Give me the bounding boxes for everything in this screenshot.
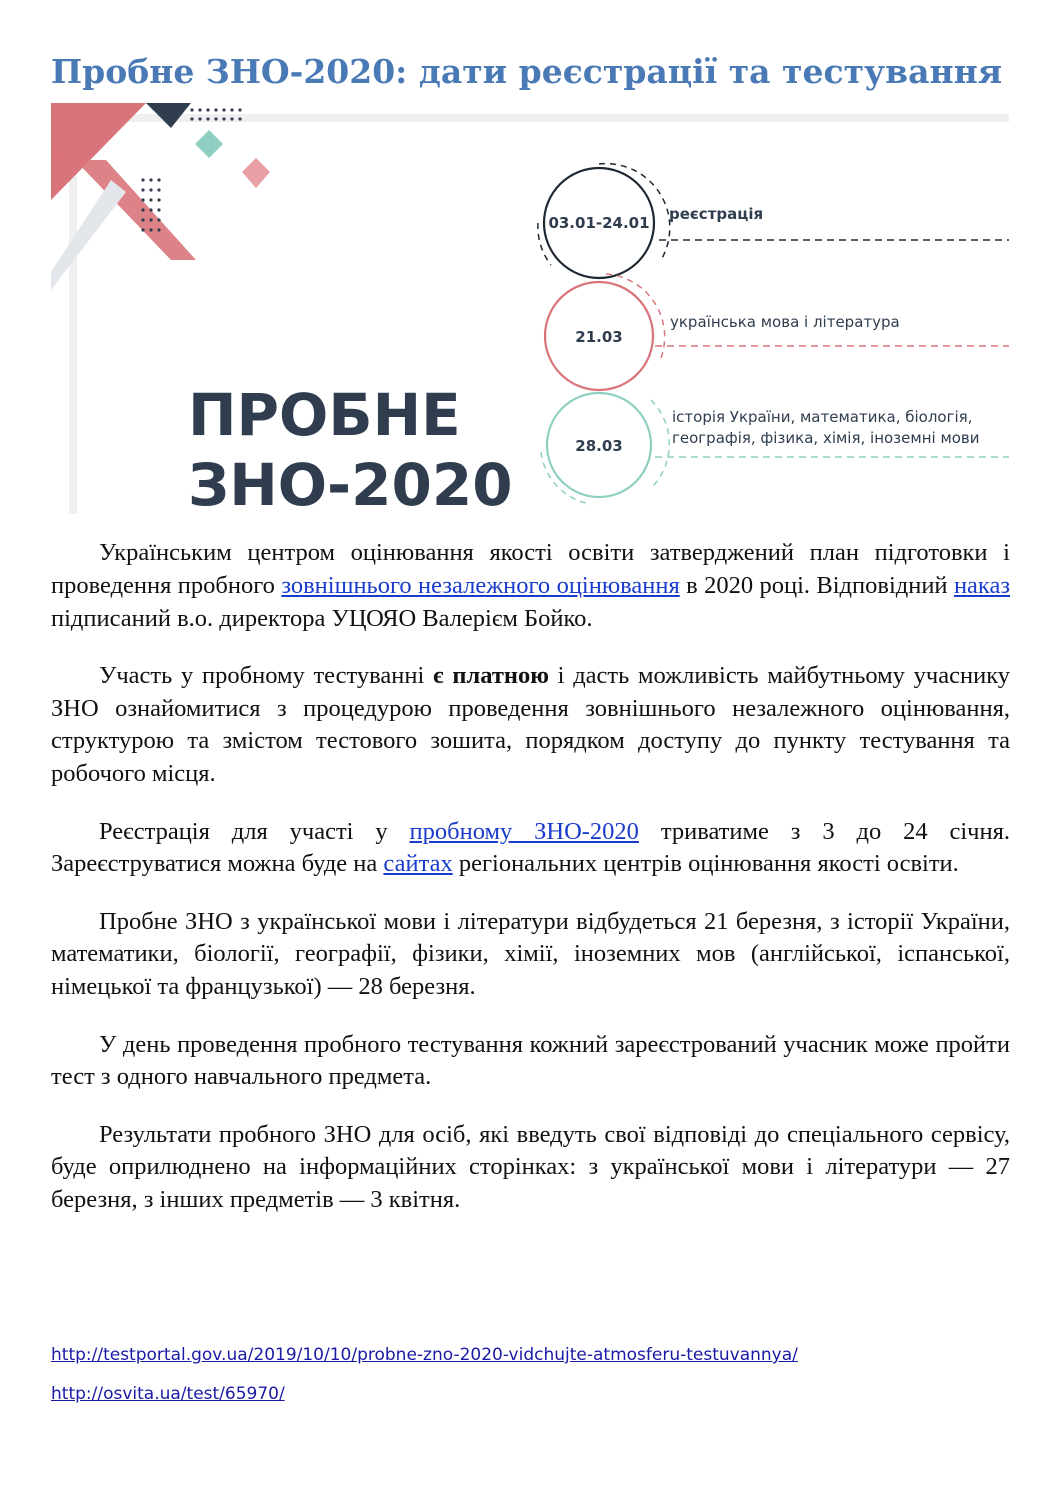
- paragraph-participation: [51, 660, 1010, 791]
- banner-top-shade: [69, 114, 1009, 122]
- other-subjects-label-line2: географія, фізика, хімія, іноземні мови: [672, 429, 980, 447]
- banner-title-line2: ЗНО-2020: [188, 451, 513, 519]
- source-link-osvita[interactable]: http://osvita.ua/test/65970/: [51, 1384, 285, 1404]
- banner-title-line1: ПРОБНЕ: [188, 381, 461, 449]
- zno-banner: [51, 100, 1011, 520]
- probne-zno-link[interactable]: пробному ЗНО-2020: [409, 817, 639, 845]
- zno-link[interactable]: зовнішнього незалежного оцінювання: [281, 571, 680, 599]
- other-subjects-label-line1: історія України, математика, біологія,: [672, 408, 973, 426]
- source-link-testportal[interactable]: http://testportal.gov.ua/2019/10/10/probne-zno-2020-vidchujte-atmosferu-testuvannya/: [51, 1345, 798, 1365]
- paragraph-one-subject: У день проведення пробного тестування кожний зареєстрований учасник може пройти тест з одного навчального предмета.: [51, 1030, 1010, 1091]
- order-link[interactable]: наказ: [953, 571, 1011, 599]
- gray-stripe-shape: [51, 180, 126, 290]
- other-subjects-date: 28.03: [575, 437, 623, 455]
- paragraph-results: Результати пробного ЗНО для осіб, які введуть свої відповіді до спеціального сервісу, буде оприлюднено на інформаційних сторінках: з української мови і літератури — 27 березня, з інших предметів — 3 квітня.: [51, 1120, 1010, 1214]
- paid-emphasis: є платною: [433, 661, 549, 689]
- pink-diamond-shape: [242, 158, 270, 188]
- registration-arc-top: [599, 164, 670, 260]
- text-span: Українським центром оцінювання якості освіти затверджений план підготовки і проведення пробного: [51, 539, 1010, 599]
- paragraph-test-dates: Пробне ЗНО з української мови і літератури відбудеться 21 березня, з історії України, математики, біології, географії, фізики, хімії, іноземних мов (англійської, іспанської, німецької та французької) — 28 березня.: [51, 907, 1010, 1001]
- page-title: Пробне ЗНО-2020: дати реєстрації та тестування: [51, 52, 1003, 91]
- text-span: Участь у пробному тестуванні: [99, 661, 434, 689]
- registration-label: реєстрація: [669, 205, 764, 223]
- paragraph-plan: [51, 537, 1010, 635]
- teal-diamond-shape: [195, 130, 223, 158]
- ukrainian-test-date: 21.03: [575, 328, 623, 346]
- other-subjects-label: [672, 407, 980, 449]
- text-span: в 2020 році. Відповідний: [679, 571, 954, 599]
- text-span: і дасть можливість майбутньому учаснику ЗНО ознайомитися з процедурою проведення зовнішнього незалежного оцінювання, структурою та змістом тестового зошита, порядком доступу до пункту тестування та робочого місця.: [51, 661, 1011, 788]
- text-span: підписаний в.о. директора УЦОЯО Валерієм Бойко.: [51, 604, 593, 632]
- source-links: [51, 1345, 798, 1423]
- text-span: триватиме з 3 до 24 січня. Зареєструватися можна буде на: [51, 817, 1010, 878]
- banner-title: [188, 380, 513, 520]
- sites-link[interactable]: сайтах: [383, 850, 453, 878]
- article-body: [51, 537, 1010, 1242]
- ukrainian-test-label: українська мова і література: [670, 313, 900, 331]
- registration-date: 03.01-24.01: [548, 214, 650, 232]
- text-span: Реєстрація для участі у: [99, 817, 410, 845]
- paragraph-registration: [51, 816, 1010, 882]
- text-span: регіональних центрів оцінювання якості освіти.: [452, 850, 959, 878]
